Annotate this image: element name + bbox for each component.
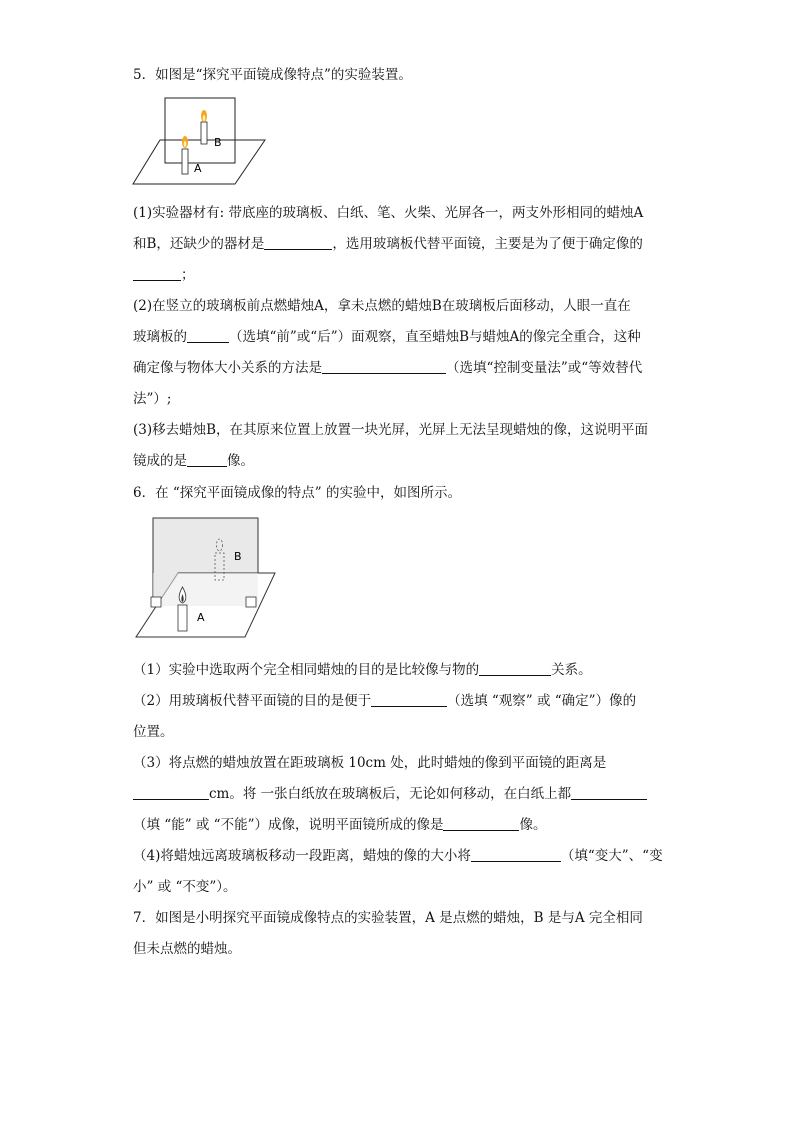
answer-blank[interactable] [187,328,229,343]
q5-part2-line1: (2)在竖立的玻璃板前点燃蜡烛A，拿未点燃的蜡烛B在玻璃板后面移动，人眼一直在 [133,298,631,314]
q7-line1: 7．如图是小明探究平面镜成像特点的实验装置，A 是点燃的蜡烛，B 是与A 完全相同 [133,910,643,926]
candle-a [182,149,188,174]
answer-blank[interactable] [371,692,447,707]
q5-part3-line2: 镜成的是 像。 [133,453,254,469]
answer-blank[interactable] [571,785,647,800]
q6-label-a: A [197,611,205,624]
q5-part2-line4: 法”）; [133,391,172,407]
answer-blank[interactable] [187,452,227,467]
q6-label-b: B [234,550,242,563]
answer-blank[interactable] [471,847,561,862]
candle-a [178,605,187,631]
q5-figure [130,94,270,189]
q5-part1-line1: (1)实验器材有: 带底座的玻璃板、白纸、笔、火柴、光屏各一，两支外形相同的蜡烛A [133,205,644,221]
q7-line2: 但未点燃的蜡烛。 [133,941,241,957]
q6-part1: （1）实验中选取两个完全相同蜡烛的目的是比较像与物的 关系。 [133,662,592,678]
q6-part4-line1: （4)将蜡烛远离玻璃板移动一段距离，蜡烛的像的大小将 （填“变大”、“变 [133,848,663,864]
answer-blank[interactable] [133,785,209,800]
q6-part4-line2: 小” 或 “不变”）。 [133,879,237,895]
q6-part3-line1: （3）将点燃的蜡烛放置在距玻璃板 10cm 处，此时蜡烛的像到平面镜的距离是 [133,755,607,771]
q5-part3-line1: (3)移去蜡烛B，在其原来位置上放置一块光屏，光屏上无法呈现蜡烛的像，这说明平面 [133,422,649,438]
q5-part1-line3: ； [133,266,195,284]
answer-blank[interactable] [479,661,551,676]
q6-part3-line3: （填 “能” 或 “不能”）成像，说明平面镜所成的像是 像。 [133,817,547,833]
q6-part2-line2: 位置。 [133,724,174,740]
answer-blank[interactable] [443,816,519,831]
answer-blank[interactable] [322,359,446,374]
answer-blank[interactable] [264,235,332,250]
q5-label-a: A [194,162,202,175]
q6-part3-line2: cm。将 一张白纸放在玻璃板后，无论如何移动，在白纸上都 [133,785,647,803]
q5-title: 5．如图是“探究平面镜成像特点”的实验装置。 [133,67,412,83]
candle-b [201,122,207,144]
q5-part1-line2: 和B，还缺少的器材是 ，选用玻璃板代替平面镜，主要是为了便于确定像的 [133,236,643,252]
q6-title: 6．在 “探究平面镜成像的特点” 的实验中，如图所示。 [133,485,461,501]
q5-part2-line2: 玻璃板的 （选填“前”或“后”）面观察，直至蜡烛B与蜡烛A的像完全重合，这种 [133,329,641,345]
stand-left [151,597,161,607]
answer-blank[interactable] [133,266,181,281]
q5-part2-line3: 确定像与物体大小关系的方法是 （选填“控制变量法”或“等效替代 [133,360,643,376]
glass-plate [165,98,235,163]
q6-figure [133,515,283,643]
q5-label-b: B [214,136,222,149]
stand-right [246,597,256,607]
q6-part2-line1: （2）用玻璃板代替平面镜的目的是便于 （选填 “观察” 或 “确定”）像的 [133,693,637,709]
